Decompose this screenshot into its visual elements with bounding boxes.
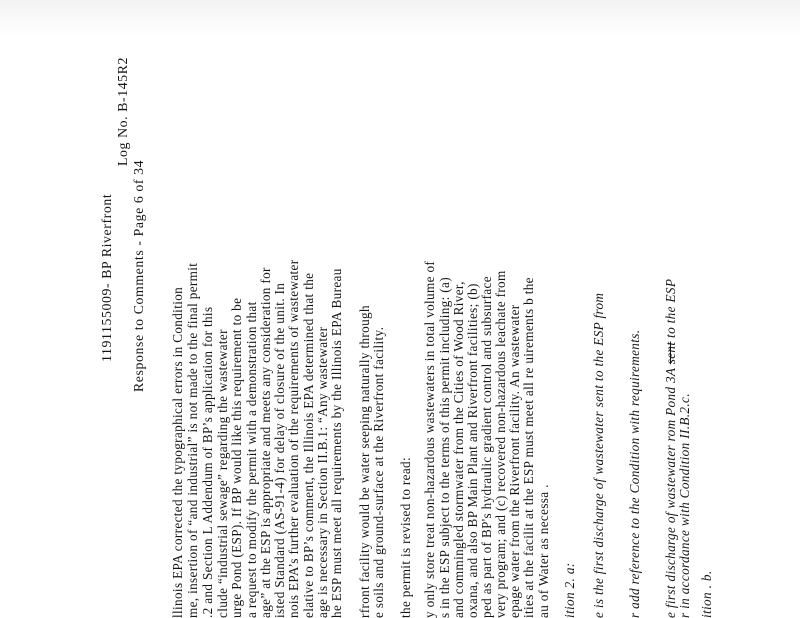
text-line: age is necessary in Section II.B.1: “Any wastewater	[315, 326, 330, 618]
text-line: oxana, and also BP Main Plant and Riverfront facilities; (b)	[465, 283, 480, 618]
text-line: me, insertion of “and industrial” is not made to the final permit	[185, 262, 200, 618]
text-line: elative to BP’s comment, the Illinois EPA determined that the	[301, 272, 316, 618]
condition-b-text	[664, 279, 677, 618]
text-line: isted Standard (AS-91-4) for delay of closure of the unit. In	[272, 282, 287, 618]
text-line: the permit is revised to read:	[398, 456, 413, 618]
text-line: he ESP must meet all requirements by the Illinois EPA Bureau	[329, 268, 344, 618]
text-line: epage water from the Riverfront facility. An wastewater	[507, 304, 522, 618]
text-line: .2 and Section L Addendum of BP’s application for this	[200, 306, 215, 618]
text-line: y only store treat non-hazardous wastewaters in total volume of	[422, 260, 437, 618]
header-line-1: 1191155009- BP Riverfront	[99, 193, 114, 362]
text-line: llinois EPA corrected the typographical errors in Condition	[170, 286, 185, 618]
text-line: rfront facility would be water seeping naturally through	[357, 305, 372, 618]
text-line: age” at the ESP is appropriate and meets any consideration for	[258, 267, 273, 618]
condition-b-strikethrough: sent	[663, 341, 678, 365]
text-line: ped as part of BP's hydraulic gradient control and subsurface	[479, 276, 494, 618]
text-line: urge Pond (ESP). If BP would like this requirement to be	[229, 297, 244, 618]
condition-b-text-2: r in accordance with Condition II.B.2.c.	[677, 393, 692, 618]
text-line: e soils and ground-surface at the Riverfront facility.	[371, 326, 386, 618]
scan-edge	[0, 0, 800, 36]
condition-b-text-pre: e first discharge of wastewater rom Pond 3A	[663, 364, 678, 618]
condition-add-text: r add reference to the Condition with requirements.	[627, 329, 642, 618]
text-line: very program; and (c) recovered non-hazardous leachate from	[493, 270, 508, 618]
text-line: s in the ESP subject to the terms of this permit including: (a)	[437, 277, 452, 618]
header-line-2: Log No. B-145R2	[115, 56, 130, 166]
text-line: a request to modify the permit with a demonstration that	[244, 301, 259, 618]
text-line: au of Water as necessa .	[536, 484, 551, 618]
condition-b-text-post: to the ESP	[663, 278, 678, 342]
text-line: ities at the facilit at the ESP must meet all re uirements b the	[521, 277, 536, 618]
text-line: and commingled stormwater from the Cities of Wood River,	[451, 281, 466, 618]
condition-b-heading: ition . b.	[699, 570, 714, 618]
condition-a-heading: ition 2. a:	[562, 562, 577, 618]
text-line: clude “industrial sewage” regarding the wastewater	[215, 329, 230, 618]
text-line: nois EPA’s further evaluation of the requirements of wastewater	[286, 259, 301, 618]
condition-a-text: e is the first discharge of wastewater sent to the ESP from	[591, 292, 606, 618]
header-line-3: Response to Comments - Page 6 of 34	[131, 159, 146, 392]
